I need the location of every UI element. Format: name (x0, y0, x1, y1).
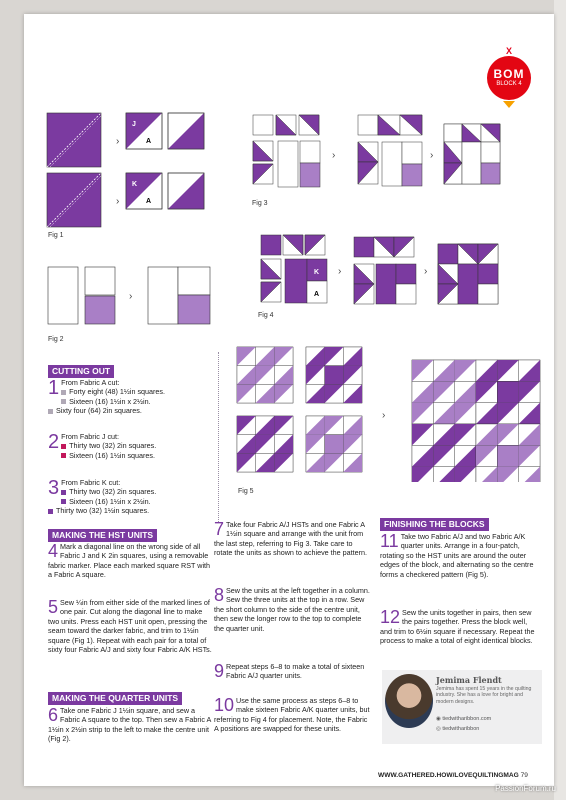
step-number: 4 (48, 541, 59, 561)
cutting-fabric-title: From Fabric J cut: (61, 432, 120, 441)
finishing-heading: FINISHING THE BLOCKS (380, 518, 489, 531)
designer-photo (385, 674, 433, 728)
cutting-item: Sixty four (64) 2in squares. (48, 406, 213, 415)
figure-2 (47, 266, 213, 326)
badge-subtitle: BLOCK 4 (496, 81, 522, 87)
fig4-fabric-k-label: K (314, 269, 320, 276)
cutting-number: 3 (48, 477, 60, 499)
designer-instagram[interactable]: ◎ tiedwitharibbon (436, 726, 480, 732)
cutting-block-3 (48, 478, 213, 516)
badge-arrow-icon (503, 101, 515, 108)
svg-text:A: A (146, 198, 152, 205)
step-number: 6 (48, 705, 59, 725)
step-text: Sew the units together in pairs, then sew the pairs together. Press the block well, and trim to 6½in square if necessary. Repeat the process to make a total of eight identical blocks. (380, 608, 535, 646)
figure-5 (236, 346, 542, 482)
page-footer (378, 772, 528, 779)
svg-text:›: › (129, 291, 133, 302)
cutting-number: 2 (48, 431, 60, 453)
fig-1-label: Fig 1 (48, 232, 64, 239)
cutting-out-heading: CUTTING OUT (48, 365, 114, 378)
step-number: 10 (214, 695, 235, 715)
cutting-item: Sixteen (16) 1½in squares. (48, 451, 213, 460)
badge-x: X (505, 46, 512, 56)
cutting-item: Thirty two (32) 2in squares. (48, 441, 213, 450)
fig-4-label: Fig 4 (258, 312, 274, 319)
step-text: Sew the units at the left together in a column. Sew the three units at the top in a row. Sew the short column to the side of the centre unit, then sew the longer row to the top to complete the quarter unit. (214, 586, 370, 633)
fabric-a-label: A (146, 138, 152, 145)
step-9 (214, 662, 370, 681)
step-text: Use the same process as steps 6–8 to make sixteen Fabric A/K quarter units, but referring to Fig 4 for placement. Note, the Fabric A positions are swapped for these units. (214, 696, 370, 734)
step-12 (380, 608, 540, 646)
fig-2-label: Fig 2 (48, 336, 64, 343)
fig-5-label: Fig 5 (238, 488, 254, 495)
step-text: Mark a diagonal line on the wrong side of all Fabric J and K 2in squares, using a removable fabric marker. Place each marked square RST with a Fabric A square. (48, 542, 211, 580)
step-text: Repeat steps 6–8 to make a total of sixteen Fabric A/J quarter units. (226, 662, 365, 681)
badge-title: BOM (493, 67, 525, 81)
fabric-k-label: K (132, 181, 138, 188)
cutting-block-1 (48, 378, 213, 416)
step-7 (214, 520, 370, 558)
fig-3-label: Fig 3 (252, 200, 268, 207)
cutting-fabric-title: From Fabric K cut: (61, 478, 121, 487)
step-4 (48, 542, 213, 580)
svg-text:›: › (430, 150, 434, 161)
figure-4 (260, 234, 500, 306)
step-number: 11 (380, 531, 399, 551)
step-text: Take one Fabric J 1½in square, and sew a Fabric A square to the top. Then sew a Fabric A 1½in x 2½in strip to the left to make the centre unit (Fig 2). (48, 706, 211, 744)
watermark: PassionForum.ru (495, 784, 556, 793)
figure-1 (46, 112, 206, 228)
step-6 (48, 706, 213, 744)
cutting-item: Thirty two (32) 2in squares. (48, 487, 213, 496)
badge-circle (487, 56, 531, 100)
fig5-patch (325, 366, 344, 385)
svg-text:A: A (314, 291, 320, 298)
step-number: 5 (48, 597, 59, 617)
cutting-fabric-title: From Fabric A cut: (61, 378, 120, 387)
hst-heading: MAKING THE HST UNITS (48, 529, 157, 542)
fig5-patch (497, 381, 518, 402)
quarter-units-heading: MAKING THE QUARTER UNITS (48, 692, 182, 705)
cutting-item: Sixteen (16) 1½in x 2½in. (48, 497, 213, 506)
step-text: Sew ¼in from either side of the marked lines of one pair. Cut along the diagonal line to make two units. Press each HST unit open, pressing the seam toward the darker fabric, and trim to 1½in square (Fig 1). Repeat with each pair for a total of sixty four Fabric A/J and sixty four Fabric A/K HSTs. (48, 598, 212, 655)
cutting-number: 1 (48, 377, 60, 399)
figure-3 (252, 114, 502, 198)
fig5-arrow-icon: › (382, 410, 386, 421)
step-10 (214, 696, 370, 734)
page-edge-strip (554, 0, 566, 800)
fig5-patch (497, 445, 518, 466)
cutting-item: Sixteen (16) 1½in x 2½in. (48, 397, 213, 406)
fig5-patch (325, 435, 344, 454)
step-8 (214, 586, 370, 633)
step-11 (380, 532, 540, 579)
step-text: Take two Fabric A/J and two Fabric A/K quarter units. Arrange in a four-patch, rotating so the HST units are around the outer edges of the block, and alternating so the centre forms a checkered pattern (Fig 5). (380, 532, 534, 579)
cutting-block-2 (48, 432, 213, 460)
step-number: 9 (214, 661, 225, 681)
cutting-item: Forty eight (48) 1½in squares. (48, 387, 213, 396)
step-text: Take four Fabric A/J HSTs and one Fabric A 1½in square and arrange with the unit from the last step, referring to Fig 3. Take care to rotate the units as shown to achieve the pattern. (214, 520, 368, 558)
designer-bio (382, 670, 542, 744)
cutting-item: Thirty two (32) 1½in squares. (48, 506, 213, 515)
step-number: 8 (214, 585, 225, 605)
fabric-j-label: J (132, 121, 136, 128)
designer-description: Jemima has spent 15 years in the quilting industry. She has a love for bright and modern designs. (436, 686, 532, 705)
step-number: 7 (214, 519, 225, 539)
website-text: tiedwitharibbon.com (442, 716, 492, 722)
svg-text:›: › (338, 266, 342, 277)
column-divider (218, 352, 219, 522)
page-number: 79 (520, 772, 528, 779)
svg-text:›: › (116, 196, 120, 207)
designer-name: Jemima Flendt (436, 675, 502, 685)
svg-text:›: › (116, 136, 120, 147)
footer-url: WWW.GATHERED.HOW/LOVEQUILTINGMAG (378, 772, 519, 779)
svg-text:›: › (424, 266, 428, 277)
designer-website[interactable]: ◉ tiedwitharibbon.com (436, 716, 492, 722)
step-5 (48, 598, 213, 654)
step-number: 12 (380, 607, 401, 627)
instagram-text: tiedwitharibbon (442, 726, 480, 732)
svg-text:›: › (332, 150, 336, 161)
bom-badge (486, 46, 532, 108)
